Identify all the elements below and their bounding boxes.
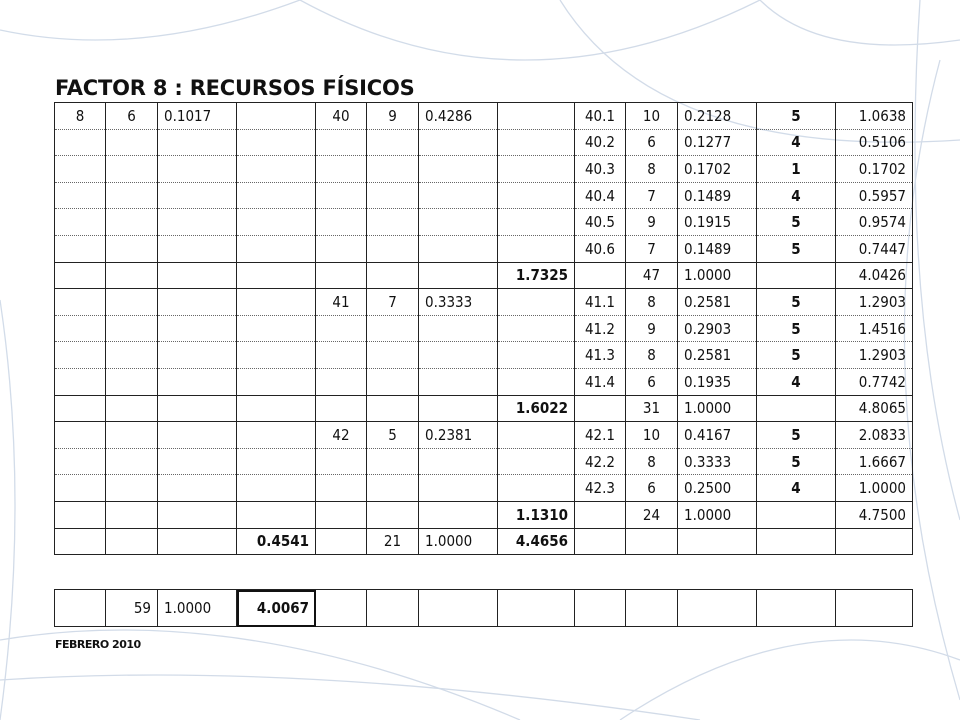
table-cell [626, 590, 678, 627]
table-cell: 7 [626, 235, 678, 262]
table-cell [419, 209, 498, 236]
table-cell [55, 501, 106, 528]
table-cell [158, 289, 237, 316]
table-cell: 59 [106, 590, 158, 627]
table-cell [575, 590, 626, 627]
table-cell [419, 156, 498, 183]
table-cell [237, 342, 316, 369]
table-cell [757, 395, 836, 422]
table-cell [316, 590, 367, 627]
table-cell [237, 315, 316, 342]
table-cell [158, 368, 237, 395]
table-cell [367, 235, 419, 262]
table-cell [237, 262, 316, 289]
table-cell [419, 129, 498, 156]
table-cell [316, 235, 367, 262]
table-cell [106, 289, 158, 316]
table-cell [419, 235, 498, 262]
table-cell [757, 590, 836, 627]
table-cell: 1.1310 [498, 501, 575, 528]
table-cell [237, 395, 316, 422]
table-cell [158, 475, 237, 502]
table-cell: 1.0000 [158, 590, 237, 627]
table-cell [316, 129, 367, 156]
total-row [55, 590, 913, 627]
table-cell [757, 501, 836, 528]
table-cell: 0.1702 [678, 156, 757, 183]
table-cell [419, 368, 498, 395]
table-cell: 5 [757, 315, 836, 342]
table-cell: 41.3 [575, 342, 626, 369]
table-cell [106, 501, 158, 528]
table-cell [55, 209, 106, 236]
table-cell [237, 235, 316, 262]
table-cell [678, 590, 757, 627]
table-cell: 0.1489 [678, 235, 757, 262]
grand-total-cell: 4.0067 [237, 590, 316, 627]
table-cell: 24 [626, 501, 678, 528]
table-cell [158, 395, 237, 422]
table-row [55, 289, 913, 316]
table-cell [106, 209, 158, 236]
table-cell: 0.4286 [419, 103, 498, 130]
table-cell [367, 182, 419, 209]
table-cell: 1.0000 [678, 395, 757, 422]
table-cell [836, 528, 913, 555]
table-cell: 1.6022 [498, 395, 575, 422]
table-cell: 4 [757, 475, 836, 502]
table-cell [237, 448, 316, 475]
table-cell [55, 342, 106, 369]
table-cell: 5 [757, 342, 836, 369]
table-cell [498, 342, 575, 369]
table-cell: 8 [626, 448, 678, 475]
table-cell [498, 129, 575, 156]
table-cell [367, 315, 419, 342]
table-cell: 42 [316, 422, 367, 449]
table-cell: 40.6 [575, 235, 626, 262]
table-cell [106, 129, 158, 156]
table-cell [158, 528, 237, 555]
table-cell [498, 182, 575, 209]
table-cell: 0.3333 [678, 448, 757, 475]
table-cell [158, 182, 237, 209]
table-cell [316, 182, 367, 209]
table-cell: 42.1 [575, 422, 626, 449]
table-cell: 31 [626, 395, 678, 422]
table-cell [158, 235, 237, 262]
table-cell: 40.5 [575, 209, 626, 236]
table-cell [575, 395, 626, 422]
table-cell [106, 315, 158, 342]
table-cell [106, 395, 158, 422]
table-cell [626, 528, 678, 555]
table-cell: 0.9574 [836, 209, 913, 236]
table-cell [367, 448, 419, 475]
table-cell [237, 368, 316, 395]
table-cell [316, 368, 367, 395]
table-cell [158, 209, 237, 236]
table-cell [55, 422, 106, 449]
table-cell [498, 103, 575, 130]
table-cell [757, 262, 836, 289]
table-cell [498, 289, 575, 316]
table-row [55, 156, 913, 183]
table-cell: 6 [626, 368, 678, 395]
table-cell [367, 342, 419, 369]
table-cell: 40.4 [575, 182, 626, 209]
table-cell [367, 262, 419, 289]
table-cell: 41.4 [575, 368, 626, 395]
table-cell: 1.0638 [836, 103, 913, 130]
table-cell [55, 129, 106, 156]
table-cell: 1.0000 [836, 475, 913, 502]
table-cell: 8 [626, 342, 678, 369]
table-cell [419, 262, 498, 289]
table-cell [316, 209, 367, 236]
table-cell: 0.7447 [836, 235, 913, 262]
table-row [55, 395, 913, 422]
table-cell [55, 315, 106, 342]
table-cell [55, 475, 106, 502]
table-cell: 0.1702 [836, 156, 913, 183]
table-cell: 0.3333 [419, 289, 498, 316]
table-cell [158, 129, 237, 156]
table-cell [498, 235, 575, 262]
table-cell [367, 156, 419, 183]
page-title: FACTOR 8 : RECURSOS FÍSICOS [55, 76, 415, 100]
table-cell [575, 262, 626, 289]
table-cell: 8 [55, 103, 106, 130]
table-cell [316, 315, 367, 342]
table-cell [106, 342, 158, 369]
table-cell [158, 422, 237, 449]
table-cell [678, 528, 757, 555]
table-row [55, 182, 913, 209]
table-cell: 0.4167 [678, 422, 757, 449]
table-cell: 0.7742 [836, 368, 913, 395]
table-cell [316, 156, 367, 183]
table-cell [316, 501, 367, 528]
table-cell [419, 448, 498, 475]
table-cell [106, 448, 158, 475]
table-cell [498, 448, 575, 475]
table-cell: 7 [367, 289, 419, 316]
table-row [55, 235, 913, 262]
table-cell: 41.1 [575, 289, 626, 316]
table-cell: 5 [367, 422, 419, 449]
table-cell: 0.1489 [678, 182, 757, 209]
table-cell [316, 395, 367, 422]
table-cell: 1.0000 [678, 262, 757, 289]
table-cell [237, 209, 316, 236]
table-row [55, 342, 913, 369]
table-cell: 5 [757, 235, 836, 262]
table-cell [55, 289, 106, 316]
table-cell: 10 [626, 103, 678, 130]
table-cell [498, 475, 575, 502]
table-cell [498, 315, 575, 342]
table-cell: 1.6667 [836, 448, 913, 475]
table-cell: 0.2128 [678, 103, 757, 130]
table-cell: 40 [316, 103, 367, 130]
table-cell [316, 342, 367, 369]
table-cell: 6 [626, 475, 678, 502]
table-cell: 6 [626, 129, 678, 156]
table-cell: 2.0833 [836, 422, 913, 449]
table-cell [55, 528, 106, 555]
table-cell [106, 156, 158, 183]
table-cell [419, 590, 498, 627]
table-cell: 0.5106 [836, 129, 913, 156]
table-row [55, 528, 913, 555]
table-cell: 40.2 [575, 129, 626, 156]
table-cell: 0.2381 [419, 422, 498, 449]
table-cell: 42.2 [575, 448, 626, 475]
table-cell [836, 590, 913, 627]
table-cell [367, 501, 419, 528]
table-cell: 5 [757, 289, 836, 316]
table-cell: 1.0000 [419, 528, 498, 555]
table-cell: 6 [106, 103, 158, 130]
table-cell: 0.1935 [678, 368, 757, 395]
table-cell [367, 129, 419, 156]
table-cell: 0.2581 [678, 289, 757, 316]
table-cell [237, 501, 316, 528]
table-cell [237, 475, 316, 502]
table-cell [367, 395, 419, 422]
table-cell: 9 [367, 103, 419, 130]
table-cell [55, 590, 106, 627]
table-row [55, 368, 913, 395]
table-cell [55, 182, 106, 209]
table-cell: 4 [757, 182, 836, 209]
table-row [55, 209, 913, 236]
table-cell [575, 501, 626, 528]
table-row [55, 315, 913, 342]
table-cell [55, 235, 106, 262]
table-cell [498, 590, 575, 627]
table-row [55, 501, 913, 528]
table-cell: 1.7325 [498, 262, 575, 289]
table-cell: 1 [757, 156, 836, 183]
table-cell [237, 156, 316, 183]
table-cell [498, 156, 575, 183]
table-cell: 10 [626, 422, 678, 449]
table-cell: 0.2903 [678, 315, 757, 342]
table-cell: 21 [367, 528, 419, 555]
table-cell [316, 528, 367, 555]
table-cell: 5 [757, 103, 836, 130]
table-cell: 1.4516 [836, 315, 913, 342]
table-cell [237, 129, 316, 156]
table-cell [498, 368, 575, 395]
table-cell: 41 [316, 289, 367, 316]
table-cell [106, 262, 158, 289]
table-cell: 0.2500 [678, 475, 757, 502]
table-cell [316, 475, 367, 502]
table-row [55, 103, 913, 130]
table-cell: 5 [757, 209, 836, 236]
table-cell [55, 156, 106, 183]
table-row [55, 448, 913, 475]
table-cell: 47 [626, 262, 678, 289]
table-cell [106, 528, 158, 555]
table-cell [158, 448, 237, 475]
table-cell [367, 590, 419, 627]
table-cell [316, 448, 367, 475]
table-cell [419, 475, 498, 502]
table-cell: 1.2903 [836, 342, 913, 369]
table-row [55, 475, 913, 502]
table-cell [498, 422, 575, 449]
table-cell: 4.7500 [836, 501, 913, 528]
table-cell: 5 [757, 448, 836, 475]
table-cell [419, 315, 498, 342]
table-cell [237, 103, 316, 130]
table-cell [498, 209, 575, 236]
table-cell: 0.1915 [678, 209, 757, 236]
table-cell [237, 182, 316, 209]
table-cell [419, 501, 498, 528]
table-cell [55, 368, 106, 395]
table-cell: 40.3 [575, 156, 626, 183]
table-cell [55, 395, 106, 422]
table-cell [55, 448, 106, 475]
table-cell [367, 475, 419, 502]
table-cell: 9 [626, 209, 678, 236]
table-cell: 42.3 [575, 475, 626, 502]
table-cell: 4.4656 [498, 528, 575, 555]
table-cell: 0.2581 [678, 342, 757, 369]
table-cell [106, 368, 158, 395]
table-cell [158, 342, 237, 369]
table-cell [158, 315, 237, 342]
table-cell: 4 [757, 129, 836, 156]
total-table [54, 589, 913, 627]
table-cell [419, 182, 498, 209]
footer-date: FEBRERO 2010 [55, 638, 141, 651]
table-cell [367, 368, 419, 395]
table-cell [158, 156, 237, 183]
table-cell: 4.8065 [836, 395, 913, 422]
factor-table [54, 102, 913, 555]
table-cell [419, 342, 498, 369]
table-cell: 5 [757, 422, 836, 449]
table-cell [158, 501, 237, 528]
table-cell [106, 422, 158, 449]
table-cell: 1.2903 [836, 289, 913, 316]
table-cell: 8 [626, 289, 678, 316]
table-cell: 4 [757, 368, 836, 395]
table-cell: 41.2 [575, 315, 626, 342]
table-cell [575, 528, 626, 555]
table-cell [106, 235, 158, 262]
table-cell: 0.1277 [678, 129, 757, 156]
table-cell [419, 395, 498, 422]
table-cell: 0.1017 [158, 103, 237, 130]
table-cell: 9 [626, 315, 678, 342]
table-row [55, 262, 913, 289]
table-row [55, 129, 913, 156]
table-cell [106, 182, 158, 209]
table-cell: 4.0426 [836, 262, 913, 289]
table-cell [367, 209, 419, 236]
table-cell: 7 [626, 182, 678, 209]
table-cell: 0.5957 [836, 182, 913, 209]
table-cell: 0.4541 [237, 528, 316, 555]
table-row [55, 422, 913, 449]
table-cell: 8 [626, 156, 678, 183]
table-cell [237, 422, 316, 449]
table-cell: 40.1 [575, 103, 626, 130]
table-cell [757, 528, 836, 555]
table-cell [158, 262, 237, 289]
table-cell [237, 289, 316, 316]
table-cell [55, 262, 106, 289]
table-cell: 1.0000 [678, 501, 757, 528]
table-cell [316, 262, 367, 289]
table-cell [106, 475, 158, 502]
